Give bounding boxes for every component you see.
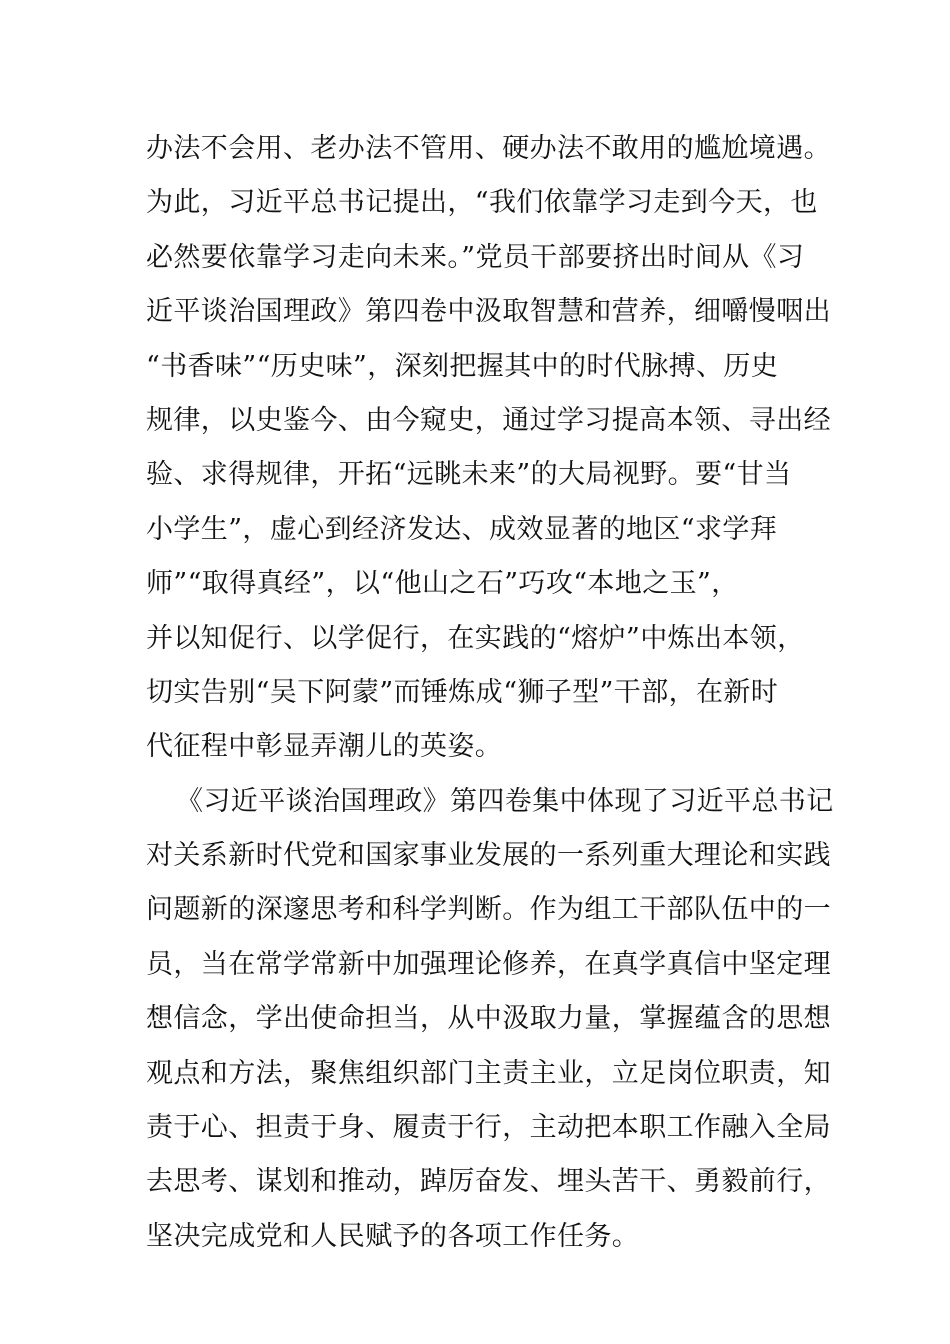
- text-line: 规律，以史鉴今、由今窥史，通过学习提高本领、寻出经: [146, 404, 831, 436]
- text-line: 为此，习近平总书记提出，“我们依靠学习走到今天，也: [146, 187, 818, 219]
- paragraph-2: [146, 775, 834, 1265]
- text-line: 师”“取得真经”，以“他山之石”巧攻“本地之玉”，: [146, 568, 739, 600]
- text-line: 坚决完成党和人民赋予的各项工作任务。: [146, 1220, 640, 1252]
- text-line: 并以知促行、以学促行，在实践的“熔炉”中炼出本领，: [146, 622, 805, 654]
- text-line: 对关系新时代党和国家事业发展的一系列重大理论和实践: [146, 840, 831, 872]
- text-line: 办法不会用、老办法不管用、硬办法不敢用的尴尬境遇。: [146, 133, 831, 164]
- paragraph-1: [146, 122, 831, 775]
- text-line: 近平谈治国理政》第四卷中汲取智慧和营养，细嚼慢咽出: [146, 296, 831, 328]
- text-line: 想信念，学出使命担当，从中汲取力量，掌握蕴含的思想: [146, 1003, 831, 1035]
- text-line: 验、求得规律，开拓“远眺未来”的大局视野。要“甘当: [146, 459, 792, 491]
- text-line: 代征程中彰显弄潮儿的英姿。: [146, 731, 503, 763]
- text-line: 必然要依靠学习走向未来。”党员干部要挤出时间从《习: [146, 241, 805, 273]
- text-line: “书香味”“历史味”，深刻把握其中的时代脉搏、历史: [146, 350, 779, 382]
- text-line: 《习近平谈治国理政》第四卷集中体现了习近平总书记: [176, 785, 834, 817]
- text-line: 去思考、谋划和推动，踔厉奋发、埋头苦干、勇毅前行，: [146, 1166, 831, 1198]
- text-line: 小学生”，虚心到经济发达、成效显著的地区“求学拜: [146, 513, 778, 545]
- text-line: 员，当在常学常新中加强理论修养，在真学真信中坚定理: [146, 948, 831, 980]
- text-line: 责于心、担责于身、履责于行，主动把本职工作融入全局: [146, 1112, 831, 1144]
- text-line: 问题新的深邃思考和科学判断。作为组工干部队伍中的一: [146, 894, 831, 926]
- text-line: 观点和方法，聚焦组织部门主责主业，立足岗位职责，知: [146, 1057, 831, 1089]
- body-text: [146, 122, 834, 1264]
- text-line: 切实告别“吴下阿蒙”而锤炼成“狮子型”干部，在新时: [146, 676, 779, 708]
